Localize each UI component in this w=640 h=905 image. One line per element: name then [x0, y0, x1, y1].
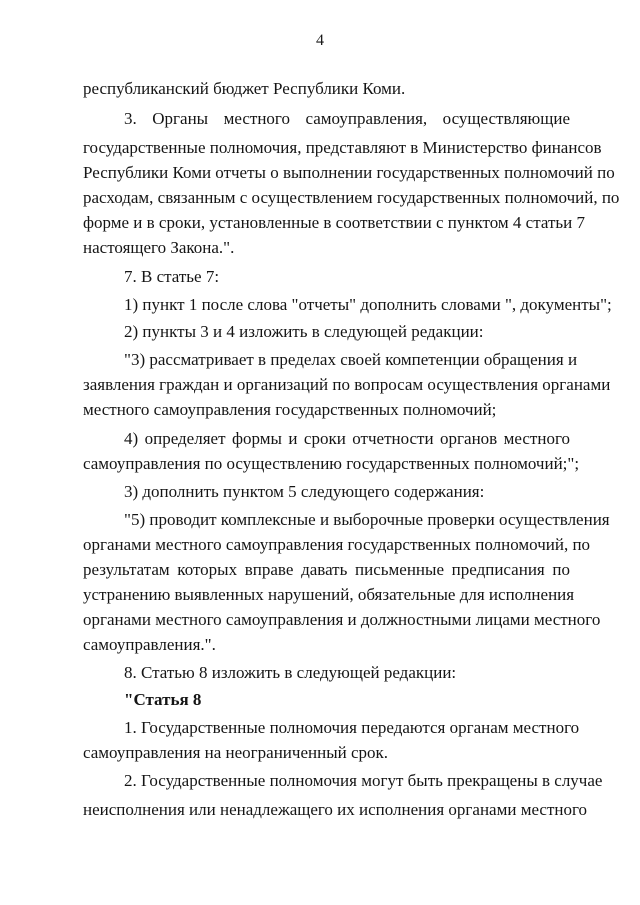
- text-line: органами местного самоуправления государственных полномочий, по: [83, 535, 591, 554]
- article-heading: "Статья 8: [124, 690, 202, 709]
- text-line: результатам которых вправе давать письменные предписания по: [83, 560, 570, 579]
- text-line: 2) пункты 3 и 4 изложить в следующей редакции:: [124, 322, 484, 341]
- text-line: 4) определяет формы и сроки отчетности органов местного: [124, 429, 570, 448]
- text-line: устранению выявленных нарушений, обязательные для исполнения: [83, 585, 575, 604]
- text-line: самоуправления.".: [83, 635, 216, 654]
- text-line: неисполнения или ненадлежащего их исполнения органами местного: [83, 800, 588, 819]
- text-line: форме и в сроки, установленные в соответствии с пунктом 4 статьи 7: [83, 213, 585, 232]
- text-line: республиканский бюджет Республики Коми.: [83, 79, 406, 98]
- text-line: настоящего Закона.".: [83, 238, 235, 257]
- text-line: расходам, связанным с осуществлением государственных полномочий, по: [83, 188, 620, 207]
- text-line: "5) проводит комплексные и выборочные проверки осуществления: [124, 510, 610, 529]
- text-line: заявления граждан и организаций по вопросам осуществления органами: [83, 375, 611, 394]
- text-line: местного самоуправления государственных полномочий;: [83, 400, 497, 419]
- text-line: органами местного самоуправления и должностными лицами местного: [83, 610, 601, 629]
- text-line: "3) рассматривает в пределах своей компетенции обращения и: [124, 350, 578, 369]
- text-line: самоуправления по осуществлению государственных полномочий;";: [83, 454, 580, 473]
- text-line: самоуправления на неограниченный срок.: [83, 743, 389, 762]
- text-line: 8. Статью 8 изложить в следующей редакции:: [124, 663, 457, 682]
- page-number: 4: [316, 32, 324, 49]
- text-line: государственные полномочия, представляют в Министерство финансов: [83, 138, 602, 157]
- text-line: 3) дополнить пунктом 5 следующего содержания:: [124, 482, 485, 501]
- text-line: 1) пункт 1 после слова "отчеты" дополнить словами ", документы";: [124, 295, 612, 314]
- text-line: 7. В статье 7:: [124, 267, 220, 286]
- text-line: 1. Государственные полномочия передаются органам местного: [124, 718, 580, 737]
- text-line: Республики Коми отчеты о выполнении государственных полномочий по: [83, 163, 615, 182]
- text-line: 2. Государственные полномочия могут быть прекращены в случае: [124, 771, 603, 790]
- text-line: 3. Органы местного самоуправления, осуществляющие: [124, 109, 570, 128]
